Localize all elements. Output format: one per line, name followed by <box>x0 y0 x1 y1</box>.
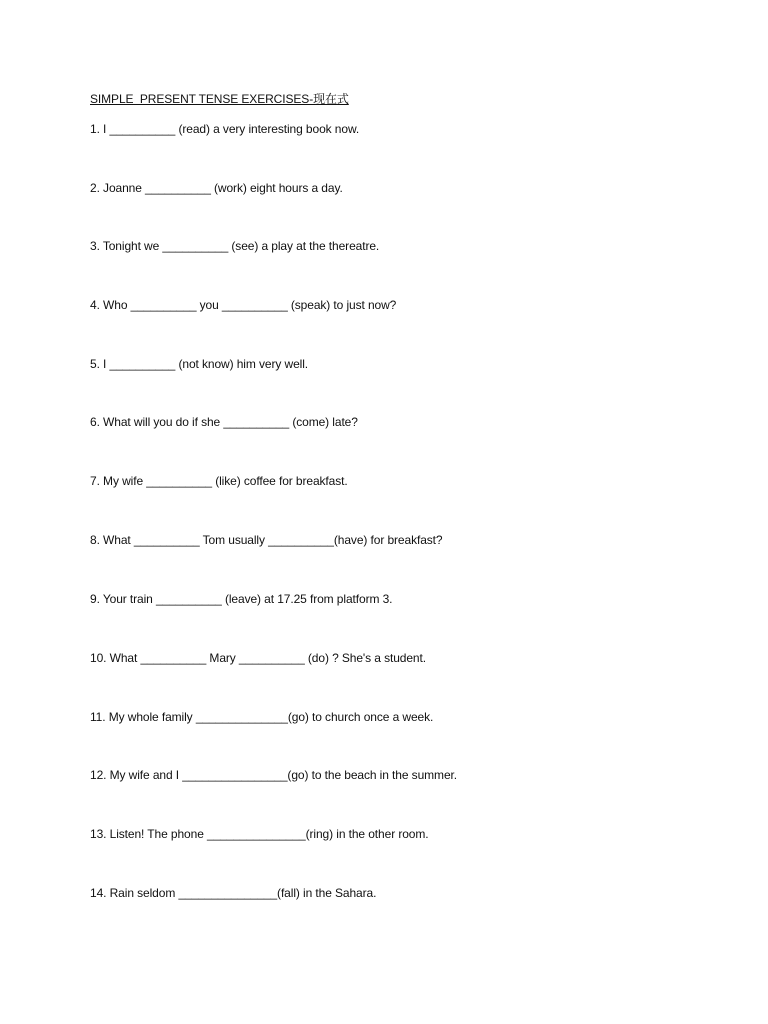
exercise-item-5: 5. I __________ (not know) him very well. <box>90 357 309 371</box>
exercise-item-2: 2. Joanne __________ (work) eight hours a day. <box>90 181 343 195</box>
exercise-item-6: 6. What will you do if she __________ (come) late? <box>90 415 358 429</box>
exercise-item-9: 9. Your train __________ (leave) at 17.25 from platform 3. <box>90 592 393 606</box>
exercise-item-14: 14. Rain seldom _______________(fall) in the Sahara. <box>90 886 377 900</box>
exercise-item-8: 8. What __________ Tom usually __________(have) for breakfast? <box>90 533 443 547</box>
exercise-item-12: 12. My wife and I ________________(go) to the beach in the summer. <box>90 768 457 782</box>
worksheet-title: SIMPLE PRESENT TENSE EXERCISES-现在式 <box>90 92 349 106</box>
exercise-item-1: 1. I __________ (read) a very interesting book now. <box>90 122 360 136</box>
exercise-item-3: 3. Tonight we __________ (see) a play at the thereatre. <box>90 239 380 253</box>
exercise-item-11: 11. My whole family ______________(go) to church once a week. <box>90 710 434 724</box>
exercise-item-4: 4. Who __________ you __________ (speak) to just now? <box>90 298 397 312</box>
exercise-item-10: 10. What __________ Mary __________ (do) ? She's a student. <box>90 651 426 665</box>
exercise-item-7: 7. My wife __________ (like) coffee for breakfast. <box>90 474 348 488</box>
exercise-item-13: 13. Listen! The phone _______________(ring) in the other room. <box>90 827 429 841</box>
